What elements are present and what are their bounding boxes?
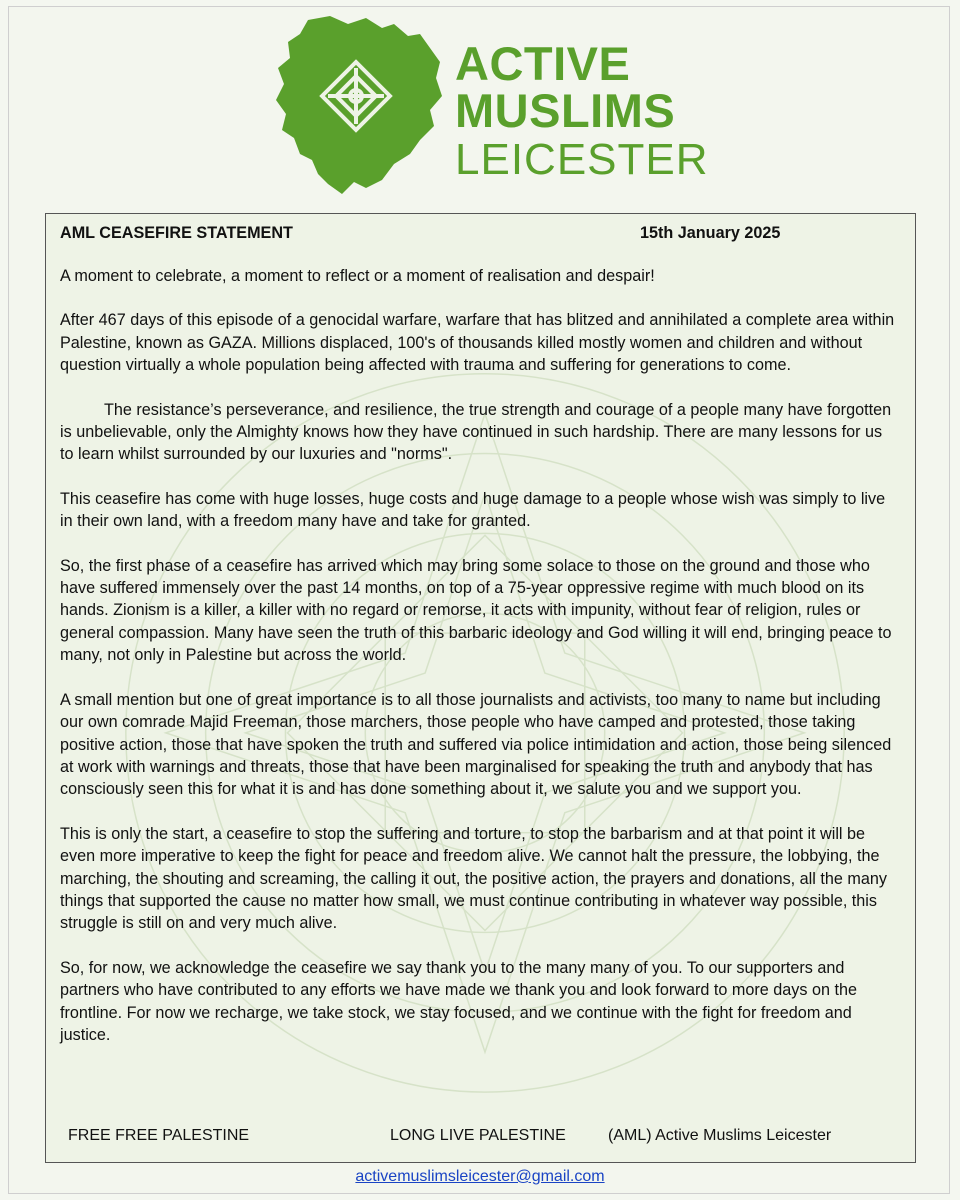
paragraph: This is only the start, a ceasefire to stop the suffering and torture, to stop the barbarism and at that point it will be even more imperative to keep the fight for peace and freedom alive. We cannot halt the pressure, the lobbying, the marching, the shouting and screaming, the calling it out, the positive action, the prayers and donations, all the many things that supported the cause no matter how small, we must continue contributing in whatever way possible, this struggle is still on and very much alive. bbox=[60, 824, 887, 933]
paragraph: So, the first phase of a ceasefire has arrived which may bring some solace to those on the ground and those who have suffered immensely over the past 14 months, on top of a 75-year oppressive regime with much blood on its hands. Zionism is a killer, a killer with no regard or remorse, it acts with impunity, without fear of religion, rules or general compassion. Many have seen the truth of this barbaric ideology and God willing it will end, bringing peace to many, not only in Palestine but across the world. bbox=[60, 556, 892, 665]
statement-date: 15th January 2025 bbox=[640, 224, 781, 242]
leicestershire-map-icon bbox=[270, 14, 445, 199]
footer-slogan-free-palestine: FREE FREE PALESTINE bbox=[68, 1127, 250, 1144]
statement-box bbox=[45, 213, 916, 1163]
logo bbox=[270, 14, 710, 199]
statement-title: AML CEASEFIRE STATEMENT bbox=[60, 224, 293, 242]
contact-email-link[interactable]: activemuslimsleicester@gmail.com bbox=[355, 1168, 605, 1185]
footer-slogan-long-live: LONG LIVE PALESTINE bbox=[390, 1127, 566, 1144]
paragraph: So, for now, we acknowledge the ceasefire we say thank you to the many many of you. To our supporters and partners who have contributed to any efforts we have made we thank you and look forward to more days on the frontline. For now we recharge, we take stock, we stay focused, and we continue with the fight for freedom and justice. bbox=[60, 958, 857, 1044]
paragraph: This ceasefire has come with huge losses, huge costs and huge damage to a people whose wish was simply to live in their own land, with a freedom many have and take for granted. bbox=[60, 489, 886, 531]
logo-text-leicester: LEICESTER bbox=[455, 135, 709, 184]
paragraph: The resistance’s perseverance, and resilience, the true strength and courage of a people many have forgotten is unbelievable, only the Almighty knows how they have continued in such hardship. There are many lessons for us to learn whilst surrounded by our luxuries and "norms". bbox=[60, 400, 892, 464]
logo-text-muslims: MUSLIMS bbox=[455, 84, 676, 137]
paragraph: After 467 days of this episode of a genocidal warfare, warfare that has blitzed and annihilated a complete area within Palestine, known as GAZA. Millions displaced, 100's of thousands killed mostly women and children and without question virtually a whole population being affected with trauma and suffering for generations to come. bbox=[60, 311, 895, 375]
logo-text-active: ACTIVE bbox=[455, 37, 631, 90]
paragraph: A moment to celebrate, a moment to reflect or a moment of realisation and despair! bbox=[60, 267, 655, 285]
paragraph: A small mention but one of great importance is to all those journalists and activists, too many to name but including our own comrade Majid Freeman, those marchers, those people who have camped and protested, those taking positive action, those that have spoken the truth and suffered via police intimidation and action, those being silenced at work with warnings and threats, those that have been marginalised for speaking the truth and anybody that has consciously seen this for what it is and has done something about it, we salute you and we support you. bbox=[60, 690, 892, 799]
footer-org-name: (AML) Active Muslims Leicester bbox=[608, 1127, 832, 1144]
statement-content bbox=[60, 222, 900, 1046]
